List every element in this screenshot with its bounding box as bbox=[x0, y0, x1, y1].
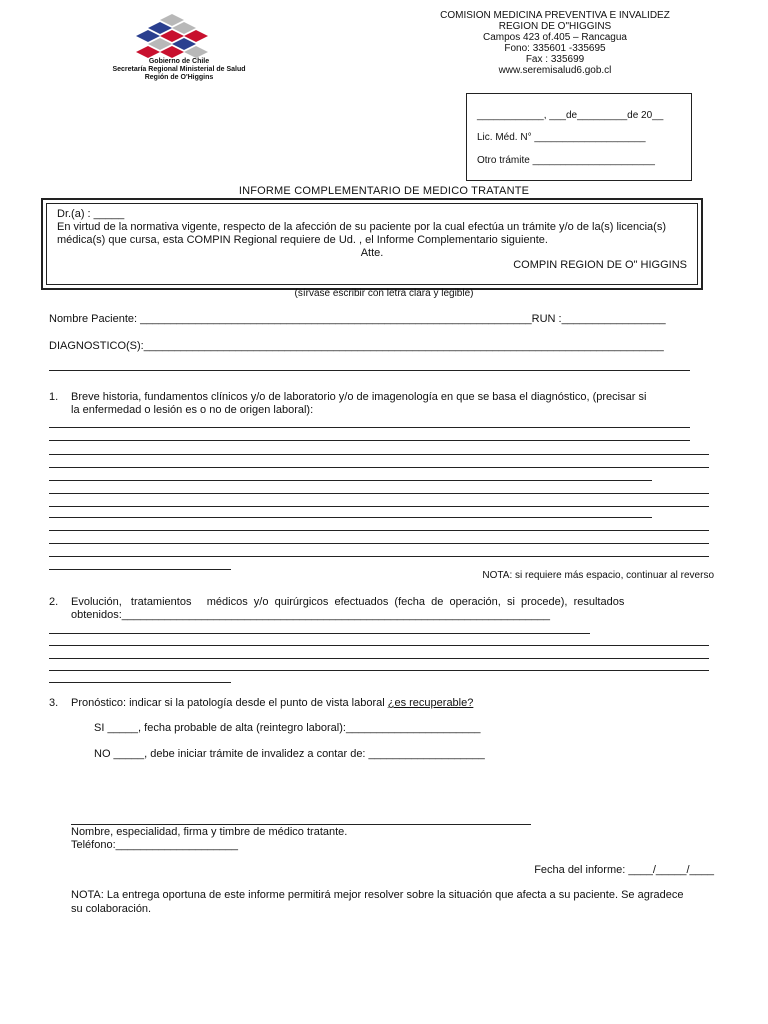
section-1-line[interactable] bbox=[49, 440, 690, 441]
section-1-line[interactable] bbox=[49, 506, 709, 507]
section-3-text-pre: Pronóstico: indicar si la patología desde el punto de vista laboral bbox=[71, 697, 388, 709]
signature-line[interactable] bbox=[71, 824, 531, 825]
section-1-line[interactable] bbox=[49, 467, 709, 468]
section-1-line[interactable] bbox=[49, 517, 652, 518]
section-3-text bbox=[71, 697, 473, 709]
intro-text-1: En virtud de la normativa vigente, respecto de la afección de su paciente por la cual efectúa un trámite y/o de la(s) licencia(s) bbox=[57, 221, 666, 233]
section-1-text-2: la enfermedad o lesión es o no de origen laboral): bbox=[71, 404, 314, 416]
section-1-note: NOTA: si requiere más espacio, continuar al reverso bbox=[482, 570, 714, 581]
document-title: INFORME COMPLEMENTARIO DE MEDICO TRATANTE bbox=[238, 185, 530, 197]
section-1-line[interactable] bbox=[49, 493, 709, 494]
diagnostico-field[interactable]: DIAGNOSTICO(S):_____________________________________________________________________________________ bbox=[49, 340, 664, 352]
org-line-1: COMISION MEDICINA PREVENTIVA E INVALIDEZ bbox=[440, 10, 670, 21]
intro-box bbox=[41, 198, 703, 290]
section-1-line[interactable] bbox=[49, 454, 709, 455]
date-line[interactable]: ____________, ___de_________de 20__ bbox=[477, 110, 664, 121]
section-1-text-1: Breve historia, fundamentos clínicos y/o de laboratorio y/o de imagenología en que se basa el diagnóstico, (precisar si bbox=[71, 391, 647, 403]
logo-text-2: Secretaría Regional Ministerial de Salud bbox=[112, 66, 246, 73]
section-1-line[interactable] bbox=[49, 543, 709, 544]
instruction-text: (sírvase escribir con letra clara y legible) bbox=[294, 288, 474, 299]
logo-mark-icon bbox=[104, 10, 254, 62]
telefono-field[interactable]: Teléfono:____________________ bbox=[71, 839, 238, 851]
no-field[interactable]: NO _____, debe iniciar trámite de invalidez a contar de: ___________________ bbox=[94, 748, 485, 760]
section-3-number: 3. bbox=[49, 697, 59, 709]
otro-tramite-field[interactable]: Otro trámite ______________________ bbox=[477, 155, 655, 166]
section-2-line[interactable] bbox=[49, 682, 231, 683]
section-1-line[interactable] bbox=[49, 569, 231, 570]
footer-note-2: su colaboración. bbox=[71, 903, 152, 915]
section-2-line[interactable] bbox=[49, 670, 709, 671]
logo-text-3: Región de O'Higgins bbox=[144, 74, 214, 81]
section-2-line[interactable] bbox=[49, 633, 590, 634]
compin-signature: COMPIN REGION DE O" HIGGINS bbox=[513, 259, 687, 271]
footer-note-1: NOTA: La entrega oportuna de este informe permitirá mejor resolver sobre la situación que afecta a su paciente. Se agradece bbox=[71, 889, 684, 901]
org-line-6: www.seremisalud6.gob.cl bbox=[498, 65, 612, 76]
org-line-5: Fax : 335699 bbox=[525, 54, 585, 65]
org-line-3: Campos 423 of.405 – Rancagua bbox=[483, 32, 627, 43]
logo-text-1: Gobierno de Chile bbox=[148, 58, 210, 65]
lic-med-field[interactable]: Lic. Méd. N° ____________________ bbox=[477, 132, 646, 143]
org-line-4: Fono: 335601 -335695 bbox=[504, 43, 606, 54]
section-1-number: 1. bbox=[49, 391, 59, 403]
section-1-line[interactable] bbox=[49, 530, 709, 531]
section-2-text-2[interactable]: obtenidos:______________________________________________________________________ bbox=[71, 609, 550, 621]
org-line-2: REGION DE O"HIGGINS bbox=[498, 21, 612, 32]
section-1-line[interactable] bbox=[49, 427, 690, 428]
section-2-text-1: Evolución, tratamientos médicos y/o quirúrgicos efectuados (fecha de operación, si procede), resultados bbox=[71, 596, 625, 608]
section-2-line[interactable] bbox=[49, 658, 709, 659]
fecha-informe-field[interactable]: Fecha del informe: ____/_____/____ bbox=[534, 864, 714, 876]
nombre-paciente-field[interactable]: Nombre Paciente: ________________________________________________________________RUN :_________________ bbox=[49, 313, 666, 325]
intro-text-2: médica(s) que cursa, esta COMPIN Regional requiere de Ud. , el Informe Complementario siguiente. bbox=[57, 234, 548, 246]
section-3-question: ¿es recuperable? bbox=[387, 697, 474, 709]
dr-field[interactable]: Dr.(a) : _____ bbox=[57, 208, 125, 220]
section-2-line[interactable] bbox=[49, 645, 709, 646]
section-1-line[interactable] bbox=[49, 556, 709, 557]
diagnostico-line-2[interactable] bbox=[49, 370, 690, 371]
org-header bbox=[400, 10, 710, 76]
si-field[interactable]: SI _____, fecha probable de alta (reintegro laboral):______________________ bbox=[94, 722, 481, 734]
date-box bbox=[466, 93, 692, 181]
government-logo bbox=[104, 10, 254, 84]
section-2-number: 2. bbox=[49, 596, 59, 608]
section-1-line[interactable] bbox=[49, 480, 652, 481]
atte-text: Atte. bbox=[360, 247, 384, 259]
signature-label: Nombre, especialidad, firma y timbre de médico tratante. bbox=[71, 826, 348, 838]
